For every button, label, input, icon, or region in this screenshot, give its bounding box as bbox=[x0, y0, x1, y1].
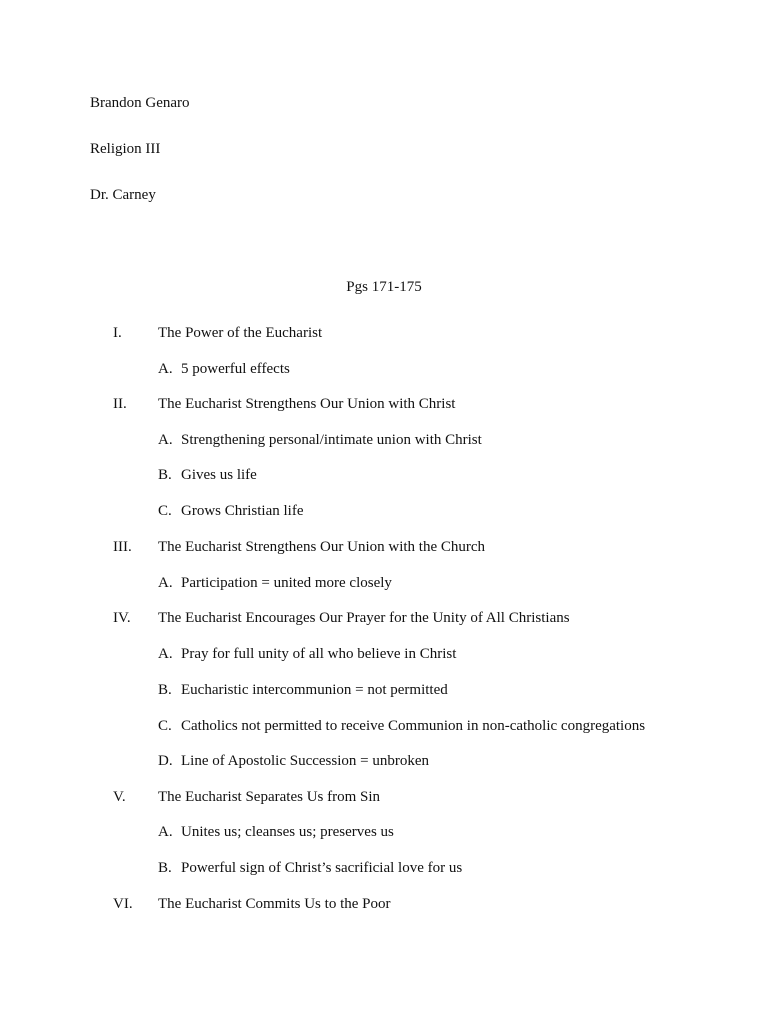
section-numeral: V. bbox=[113, 789, 126, 805]
section-numeral: III. bbox=[113, 539, 132, 555]
item-text: Pray for full unity of all who believe in Christ bbox=[181, 646, 457, 662]
section-heading: The Eucharist Commits Us to the Poor bbox=[158, 896, 391, 912]
item-text: 5 powerful effects bbox=[181, 361, 290, 377]
item-text: Grows Christian life bbox=[181, 503, 304, 519]
section-numeral: VI. bbox=[113, 896, 133, 912]
section-heading: The Eucharist Strengthens Our Union with Christ bbox=[158, 396, 456, 412]
section-numeral: II. bbox=[113, 396, 127, 412]
item-letter: A. bbox=[158, 361, 173, 377]
section-heading: The Eucharist Encourages Our Prayer for the Unity of All Christians bbox=[158, 610, 570, 626]
item-text: Gives us life bbox=[181, 467, 257, 483]
item-letter: D. bbox=[158, 753, 173, 769]
section-heading: The Power of the Eucharist bbox=[158, 325, 323, 341]
section-heading: The Eucharist Separates Us from Sin bbox=[158, 789, 381, 805]
author-name: Brandon Genaro bbox=[90, 95, 190, 111]
item-letter: B. bbox=[158, 860, 172, 876]
instructor-name: Dr. Carney bbox=[90, 187, 156, 203]
item-text: Line of Apostolic Succession = unbroken bbox=[181, 753, 430, 769]
item-letter: A. bbox=[158, 824, 173, 840]
item-letter: A. bbox=[158, 432, 173, 448]
item-letter: B. bbox=[158, 682, 172, 698]
item-text: Participation = united more closely bbox=[181, 575, 392, 591]
item-text: Eucharistic intercommunion = not permitted bbox=[181, 682, 448, 698]
item-letter: C. bbox=[158, 718, 172, 734]
section-numeral: I. bbox=[113, 325, 122, 341]
item-letter: A. bbox=[158, 646, 173, 662]
section-heading: The Eucharist Strengthens Our Union with the Church bbox=[158, 539, 486, 555]
item-letter: A. bbox=[158, 575, 173, 591]
course-name: Religion III bbox=[90, 141, 161, 157]
item-text: Catholics not permitted to receive Communion in non-catholic congregations bbox=[181, 718, 646, 734]
item-text: Unites us; cleanses us; preserves us bbox=[181, 824, 394, 840]
section-numeral: IV. bbox=[113, 610, 131, 626]
item-letter: B. bbox=[158, 467, 172, 483]
item-text: Strengthening personal/intimate union with Christ bbox=[181, 432, 482, 448]
page-title: Pgs 171-175 bbox=[346, 279, 422, 295]
item-letter: C. bbox=[158, 503, 172, 519]
item-text: Powerful sign of Christ’s sacrificial love for us bbox=[181, 860, 463, 876]
